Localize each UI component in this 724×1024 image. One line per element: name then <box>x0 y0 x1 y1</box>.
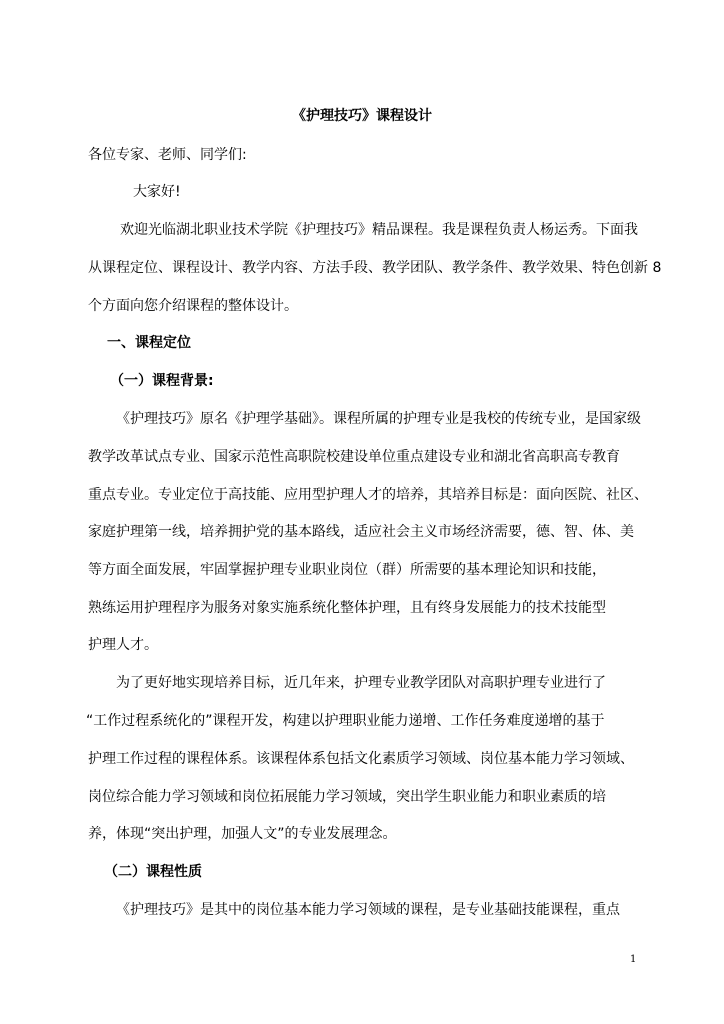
nature-line-1: 《护理技巧》是其中的岗位基本能力学习领域的课程，是专业基础技能课程，重点 <box>116 902 620 918</box>
background-line-4: 家庭护理第一线，培养拥护党的基本路线，适应社会主义市场经济需要，德、智、体、美 <box>88 524 634 540</box>
subsection-heading-nature: （二）课程性质 <box>104 864 202 880</box>
intro-line-1: 欢迎光临湖北职业技术学院《护理技巧》精品课程。我是课程负责人杨运秀。下面我 <box>120 222 638 238</box>
development-line-1: 为了更好地实现培养目标，近几年来，护理专业教学团队对高职护理专业进行了 <box>116 675 606 691</box>
subsection-heading-background: （一）课程背景: <box>110 373 214 389</box>
development-line-5: 养，体现“突出护理，加强人文”的专业发展理念。 <box>88 826 397 842</box>
development-line-2: “工作过程系统化的”课程开发，构建以护理职业能力递增、工作任务难度递增的基于 <box>86 713 605 729</box>
background-line-6: 熟练运用护理程序为服务对象实施系统化整体护理，且有终身发展能力的技术技能型 <box>88 600 606 616</box>
intro-line-3: 个方面向您介绍课程的整体设计。 <box>88 298 298 314</box>
intro-line-2: 从课程定位、课程设计、教学内容、方法手段、教学团队、教学条件、教学效果、特色创新 8 <box>88 260 662 276</box>
background-line-7: 护理人才。 <box>88 637 158 653</box>
page-number: 1 <box>630 954 637 965</box>
hello-line: 大家好! <box>133 184 181 200</box>
greeting-line: 各位专家、老师、同学们: <box>88 147 247 163</box>
section-heading-course-positioning: 一、课程定位 <box>107 335 191 351</box>
background-line-2: 教学改革试点专业、国家示范性高职院校建设单位重点建设专业和湖北省高职高专教育 <box>88 449 620 465</box>
background-line-1: 《护理技巧》原名《护理学基础》。课程所属的护理专业是我校的传统专业，是国家级 <box>116 411 641 427</box>
development-line-4: 岗位综合能力学习领域和岗位拓展能力学习领域，突出学生职业能力和职业素质的培 <box>88 789 606 805</box>
document-title: 《护理技巧》课程设计 <box>292 108 432 124</box>
background-line-3: 重点专业。专业定位于高技能、应用型护理人才的培养，其培养目标是：面向医院、社区、 <box>88 487 648 503</box>
development-line-3: 护理工作过程的课程体系。该课程体系包括文化素质学习领域、岗位基本能力学习领域、 <box>88 751 634 767</box>
background-line-5: 等方面全面发展，牢固掌握护理专业职业岗位（群）所需要的基本理论知识和技能， <box>88 562 606 578</box>
